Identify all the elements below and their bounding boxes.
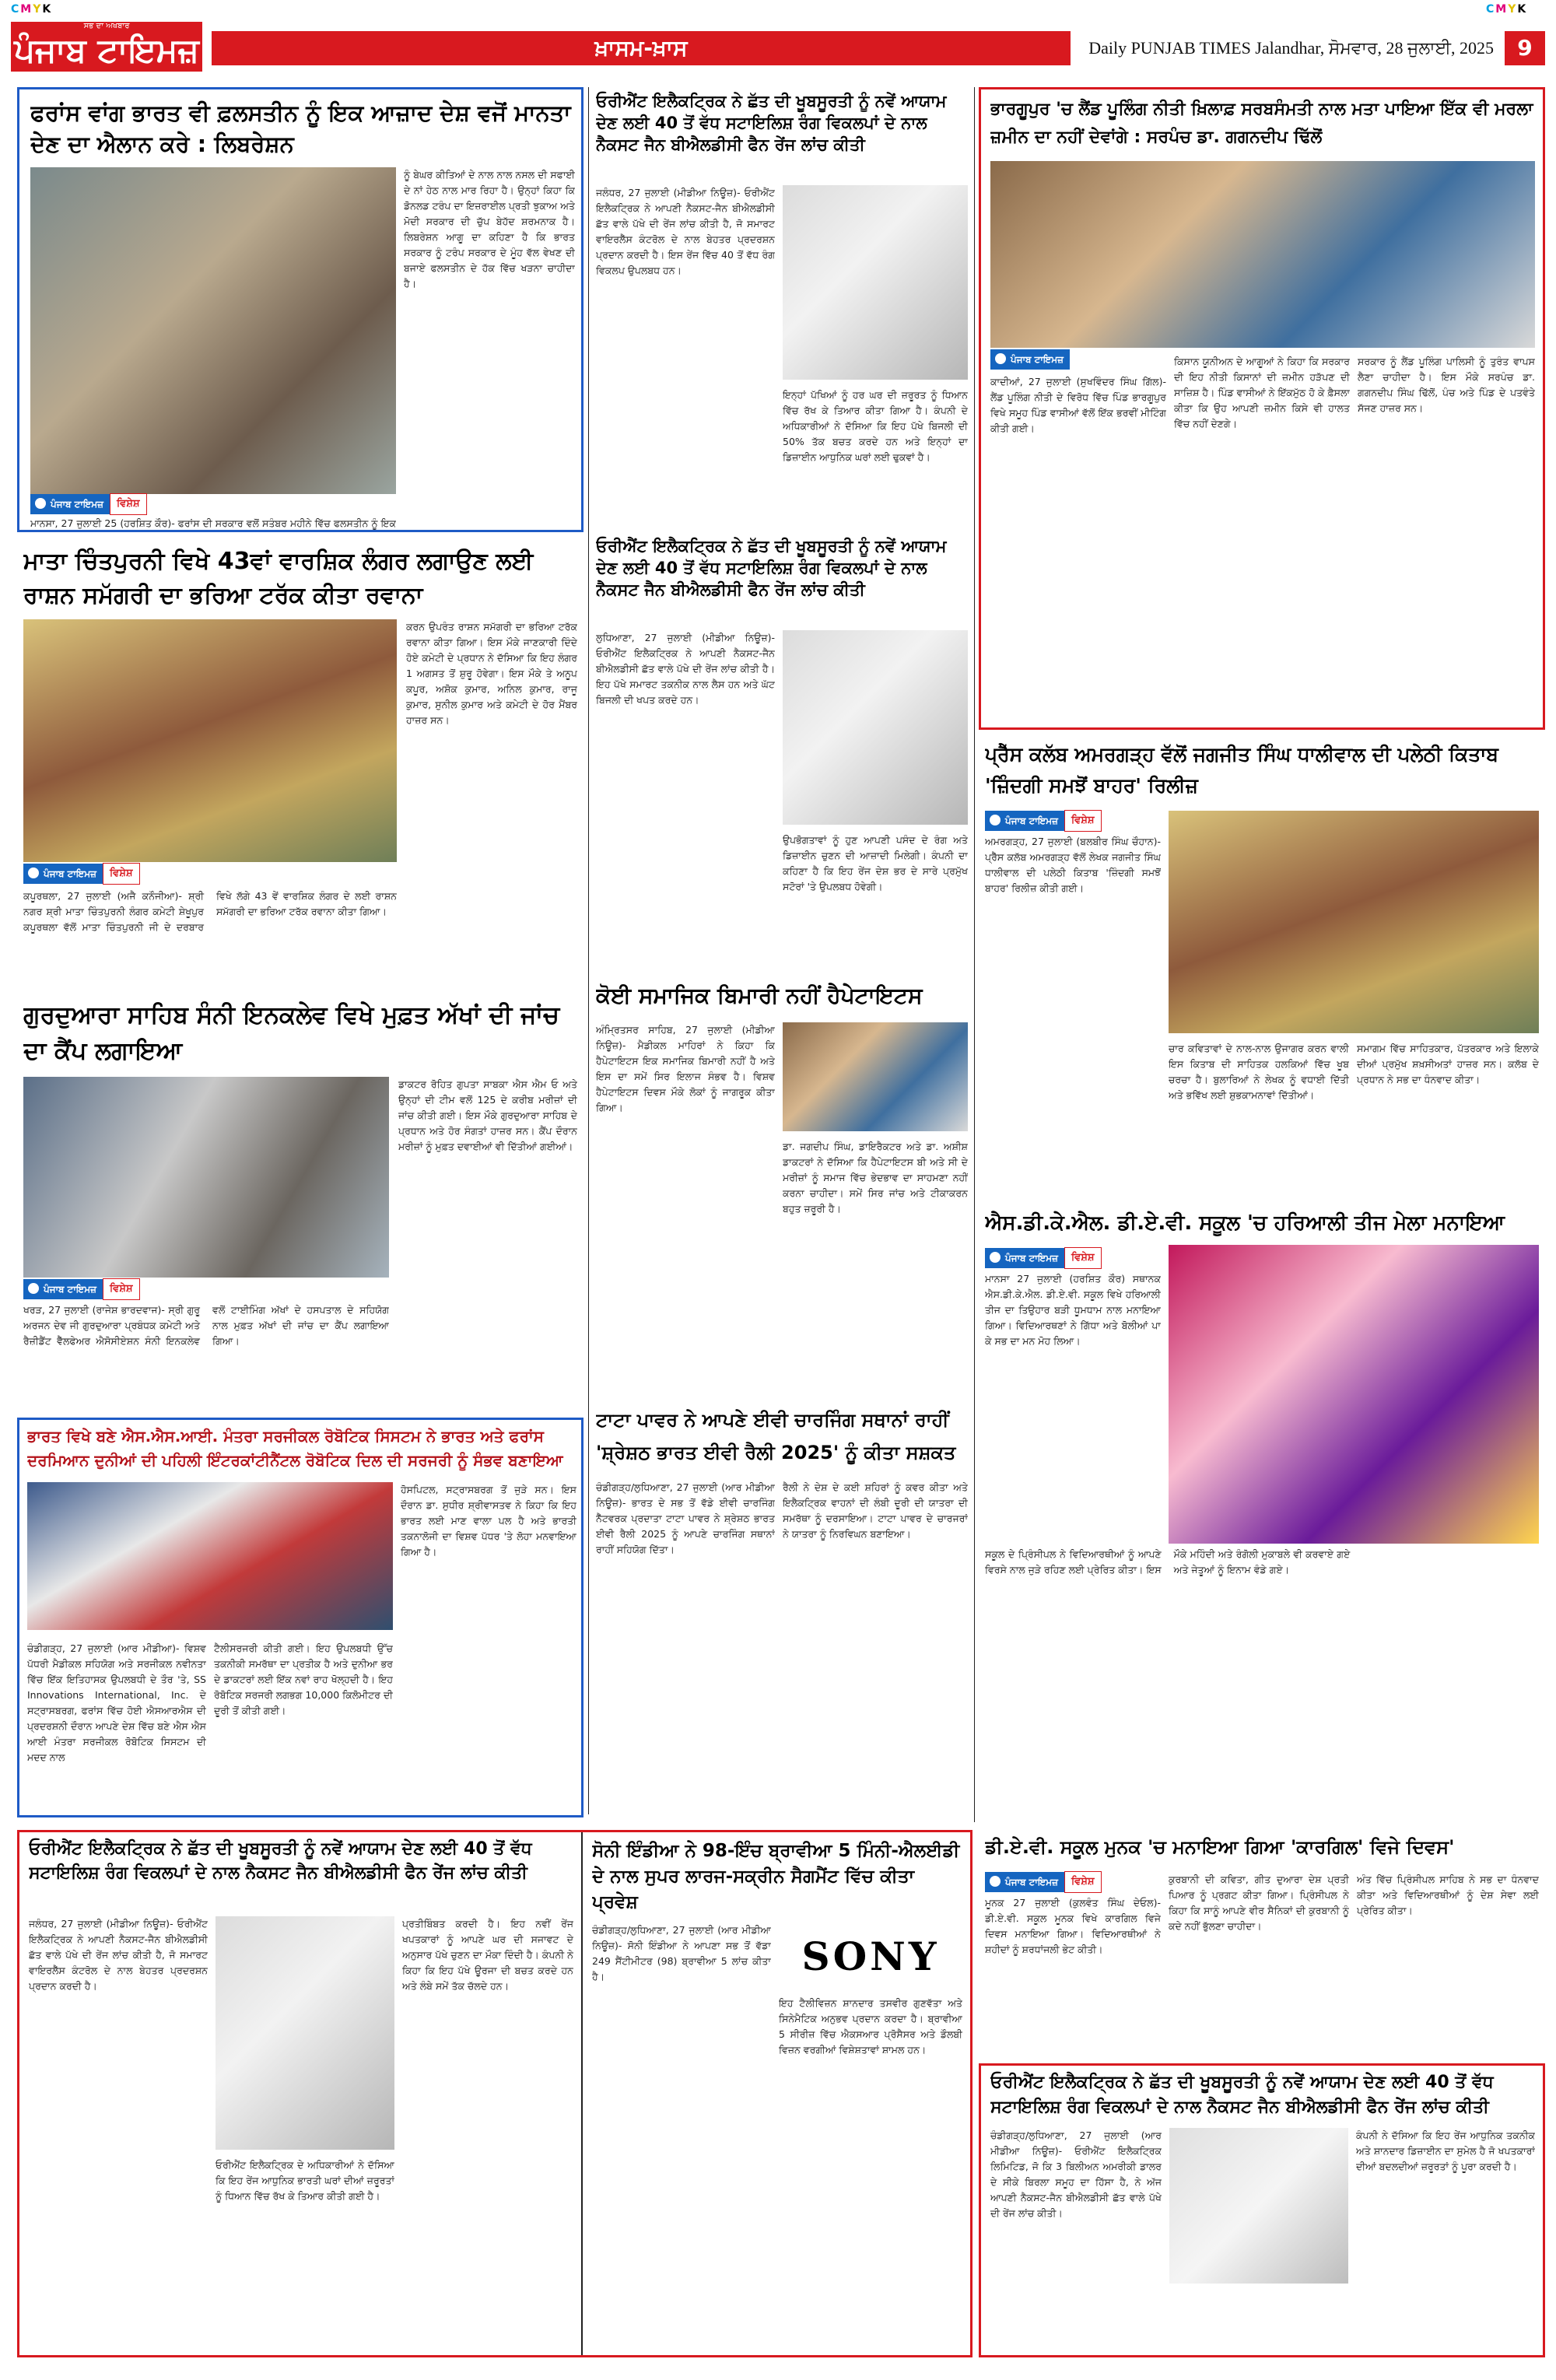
section-title: ਖ਼ਾਸਮ-ਖ਼ਾਸ [594, 35, 688, 61]
photo-fan-ad [783, 185, 968, 380]
column-text: ਨੂੰ ਬੇਘਰ ਕੀਤਿਆਂ ਦੇ ਨਾਲ ਨਾਲ ਨਸਲ ਦੀ ਸਫਾਈ ਦੇ ਨਾਂ ਹੇਠ ਨਾਲ ਮਾਰ ਰਿਹਾ ਹੈ। ਉਨ੍ਹਾਂ ਕਿਹਾ ਕਿ ਡੋਨਲਡ ਟਰੰਪ ਦਾ ਇਜ਼ਰਾਈਲ ਪ੍ਰਤੀ ਝੁਕਾਅ ਅਤੇ ਮੋਦੀ ਸਰਕਾਰ ਦੀ ਚੁੱਪ ਬੇਹੱਦ ਸ਼ਰਮਨਾਕ ਹੈ। ਲਿਬਰੇਸ਼ਨ ਆਗੂ ਦਾ ਕਹਿਣਾ ਹੈ ਕਿ ਭਾਰਤ ਸਰਕਾਰ ਨੂੰ ਟਰੰਪ ਸਰਕਾਰ ਦੇ ਮੂੰਹ ਵੱਲ ਵੇਖਣ ਦੀ ਬਜਾਏ ਫਲਸਤੀਨ ਦੇ ਹੱਕ ਵਿੱਚ ਖੜਨਾ ਚਾਹੀਦਾ ਹੈ। [404, 169, 575, 289]
paper-tag: ਪੰਜਾਬ ਟਾਇਮਜ਼ [985, 1248, 1064, 1268]
byline-tag [30, 494, 147, 514]
column-text: ਜਲੰਧਰ, 27 ਜੁਲਾਈ (ਮੀਡੀਆ ਨਿਊਜ਼)- ਓਰੀਐਂਟ ਇਲੈਕਟ੍ਰਿਕ ਨੇ ਆਪਣੀ ਨੈਕਸਟ-ਜੈਨ ਬੀਐਲਡੀਸੀ ਛੱਤ ਵਾਲੇ ਪੱਖੇ ਦੀ ਰੇਂਜ ਲਾਂਚ ਕੀਤੀ ਹੈ, ਜੋ ਸਮਾਰਟ ਵਾਇਰਲੈੱਸ ਕੰਟਰੋਲ ਦੇ ਨਾਲ ਬੇਹਤਰ ਪ੍ਰਦਰਸ਼ਨ ਪ੍ਰਦਾਨ ਕਰਦੀ ਹੈ। ਇਸ ਰੇਂਜ ਵਿੱਚ 40 ਤੋਂ ਵੱਧ ਰੰਗ ਵਿਕਲਪ ਉਪਲਬਧ ਹਨ। [596, 187, 775, 276]
paper-tag: ਪੰਜਾਬ ਟਾਇਮਜ਼ [30, 494, 110, 514]
column-text: ਮਾਨਸਾ 27 ਜੁਲਾਈ (ਹਰਸ਼ਿਤ ਕੌਰ) ਸਥਾਨਕ ਐਸ.ਡੀ.ਕੇ.ਐਲ. ਡੀ.ਏ.ਵੀ. ਸਕੂਲ ਵਿਖੇ ਹਰਿਆਲੀ ਤੀਜ ਦਾ ਤਿਉਹਾਰ ਬੜੀ ਧੂਮਧਾਮ ਨਾਲ ਮਨਾਇਆ ਗਿਆ। ਵਿਦਿਆਰਥਣਾਂ ਨੇ ਗਿੱਧਾ ਅਤੇ ਬੋਲੀਆਂ ਪਾ ਕੇ ਸਭ ਦਾ ਮਨ ਮੋਹ ਲਿਆ। [985, 1273, 1161, 1347]
article-teej [979, 1204, 1545, 1827]
masthead-logo [11, 22, 202, 72]
paper-tag: ਪੰਜਾਬ ਟਾਇਮਜ਼ [985, 811, 1064, 831]
article-kargil [979, 1828, 1545, 2062]
paper-tag: ਪੰਜਾਬ ਟਾਇਮਜ਼ [985, 1872, 1064, 1892]
column-text: ਇਨ੍ਹਾਂ ਪੱਖਿਆਂ ਨੂੰ ਹਰ ਘਰ ਦੀ ਜ਼ਰੂਰਤ ਨੂੰ ਧਿਆਨ ਵਿੱਚ ਰੱਖ ਕੇ ਤਿਆਰ ਕੀਤਾ ਗਿਆ ਹੈ। ਕੰਪਨੀ ਦੇ ਅਧਿਕਾਰੀਆਂ ਨੇ ਦੱਸਿਆ ਕਿ ਇਹ ਪੱਖੇ ਬਿਜਲੀ ਦੀ 50% ਤੱਕ ਬਚਤ ਕਰਦੇ ਹਨ ਅਤੇ ਇਨ੍ਹਾਂ ਦਾ ਡਿਜ਼ਾਈਨ ਆਧੁਨਿਕ ਘਰਾਂ ਲਈ ਢੁਕਵਾਂ ਹੈ। [783, 389, 968, 463]
column-text: ਜਲੰਧਰ, 27 ਜੁਲਾਈ (ਮੀਡੀਆ ਨਿਊਜ਼)- ਓਰੀਐਂਟ ਇਲੈਕਟ੍ਰਿਕ ਨੇ ਆਪਣੀ ਨੈਕਸਟ-ਜੈਨ ਬੀਐਲਡੀਸੀ ਛੱਤ ਵਾਲੇ ਪੱਖੇ ਦੀ ਰੇਂਜ ਲਾਂਚ ਕੀਤੀ ਹੈ, ਜੋ ਸਮਾਰਟ ਵਾਇਰਲੈੱਸ ਕੰਟਰੋਲ ਦੇ ਨਾਲ ਬੇਹਤਰ ਪ੍ਰਦਰਸ਼ਨ ਪ੍ਰਦਾਨ ਕਰਦੀ ਹੈ। [29, 1918, 208, 1992]
photo-doctors [783, 1022, 968, 1131]
article-orient-mid [593, 532, 971, 968]
photo-meeting [30, 167, 396, 494]
column-text: ਕਾਦੀਆਂ, 27 ਜੁਲਾਈ (ਸੁਖਵਿੰਦਰ ਸਿੰਘ ਗਿੱਲ)- ਲੈਂਡ ਪੂਲਿੰਗ ਨੀਤੀ ਦੇ ਵਿਰੋਧ ਵਿੱਚ ਪਿੰਡ ਭਾਰਗੂਪੁਰ ਵਿਖੇ ਸਮੂਹ ਪਿੰਡ ਵਾਸੀਆਂ ਵੱਲੋਂ ਇੱਕ ਭਰਵੀਂ ਮੀਟਿੰਗ ਕੀਤੀ ਗਈ। [990, 376, 1166, 434]
column-divider [974, 87, 975, 1822]
logo-tagline: ਸਭ ਦਾ ਅਖਬਾਰ [83, 22, 130, 30]
article-hepatitis [593, 976, 971, 1393]
column-text: ਉਪਭੋਗਤਾਵਾਂ ਨੂੰ ਹੁਣ ਆਪਣੀ ਪਸੰਦ ਦੇ ਰੰਗ ਅਤੇ ਡਿਜ਼ਾਈਨ ਚੁਣਨ ਦੀ ਆਜ਼ਾਦੀ ਮਿਲੇਗੀ। ਕੰਪਨੀ ਦਾ ਕਹਿਣਾ ਹੈ ਕਿ ਇਹ ਰੇਂਜ ਦੇਸ਼ ਭਰ ਦੇ ਸਾਰੇ ਪ੍ਰਮੁੱਖ ਸਟੋਰਾਂ 'ਤੇ ਉਪਲਬਧ ਹੋਵੇਗੀ। [783, 834, 968, 892]
photo-robotic [27, 1482, 393, 1630]
special-tag: ਵਿਸ਼ੇਸ਼ [1064, 1871, 1102, 1893]
column-text: ਸਮਾਗਮ ਵਿੱਚ ਸਾਹਿਤਕਾਰ, ਪੱਤਰਕਾਰ ਅਤੇ ਇਲਾਕੇ ਦੀਆਂ ਪ੍ਰਮੁੱਖ ਸ਼ਖ਼ਸੀਅਤਾਂ ਹਾਜ਼ਰ ਸਨ। ਕਲੱਬ ਦੇ ਪ੍ਰਧਾਨ ਨੇ ਸਭ ਦਾ ਧੰਨਵਾਦ ਕੀਤਾ। [1357, 1043, 1539, 1085]
column-text: ਚੰਡੀਗੜ੍ਹ, 27 ਜੁਲਾਈ (ਆਰ ਮੀਡੀਆ)- ਵਿਸ਼ਵ ਪੱਧਰੀ ਮੈਡੀਕਲ ਸਹਿਯੋਗ ਅਤੇ ਸਰਜੀਕਲ ਨਵੀਨਤਾ ਵਿੱਚ ਇੱਕ ਇਤਿਹਾਸਕ ਉਪਲਬਧੀ ਦੇ ਤੌਰ 'ਤੇ, SS Innovations International, Inc. ਦੇ ਸਟ੍ਰਾਸਬਰਗ, ਫਰਾਂਸ ਵਿੱਚ ਹੋਈ ਐਸਆਰਐਸ ਦੀ ਪ੍ਰਦਰਸ਼ਨੀ ਦੌਰਾਨ ਆਪਣੇ ਦੇਸ਼ ਵਿੱਚ ਬਣੇ ਐਸ ਐਸ ਆਈ ਮੰਤਰਾ ਸਰਜੀਕਲ ਰੋਬੋਟਿਕ ਸਿਸਟਮ ਦੀ ਮਦਦ ਨਾਲ [27, 1642, 206, 1763]
photo-book-release [1169, 811, 1539, 1033]
section-banner [212, 31, 1071, 65]
column-text: ਕਿਸਾਨ ਯੂਨੀਅਨ ਦੇ ਆਗੂਆਂ ਨੇ ਕਿਹਾ ਕਿ ਸਰਕਾਰ ਦੀ ਇਹ ਨੀਤੀ ਕਿਸਾਨਾਂ ਦੀ ਜ਼ਮੀਨ ਹੜੱਪਣ ਦੀ ਸਾਜ਼ਿਸ਼ ਹੈ। ਪਿੰਡ ਵਾਸੀਆਂ ਨੇ ਇੱਕਮੁੱਠ ਹੋ ਕੇ ਫ਼ੈਸਲਾ ਕੀਤਾ ਕਿ ਉਹ ਆਪਣੀ ਜ਼ਮੀਨ ਕਿਸੇ ਵੀ ਹਾਲਤ ਵਿੱਚ ਨਹੀਂ ਦੇਣਗੇ। [1174, 356, 1350, 429]
column-text: ਚੰਡੀਗੜ੍ਹ/ਲੁਧਿਆਣਾ, 27 ਜੁਲਾਈ (ਆਰ ਮੀਡੀਆ ਨਿਊਜ਼)- ਸੋਨੀ ਇੰਡੀਆ ਨੇ ਆਪਣਾ ਸਭ ਤੋਂ ਵੱਡਾ 249 ਸੈਂਟੀਮੀਟਰ (98) ਬ੍ਰਾਵੀਆ 5 ਲਾਂਚ ਕੀਤਾ ਹੈ। [592, 1924, 771, 1982]
page-number-box [1505, 31, 1545, 65]
article-orient-bottom [17, 1830, 972, 2357]
article-orient-right [979, 2063, 1545, 2357]
column-text: ਚੰਡੀਗੜ੍ਹ/ਲੁਧਿਆਣਾ, 27 ਜੁਲਾਈ (ਆਰ ਮੀਡੀਆ ਨਿਊਜ਼)- ਓਰੀਐਂਟ ਇਲੈਕਟ੍ਰਿਕ ਲਿਮਿਟਿਡ, ਜੋ ਕਿ 3 ਬਿਲੀਅਨ ਅਮਰੀਕੀ ਡਾਲਰ ਦੇ ਸੀਕੇ ਬਿਰਲਾ ਸਮੂਹ ਦਾ ਹਿੱਸਾ ਹੈ, ਨੇ ਅੱਜ ਆਪਣੀ ਨੈਕਸਟ-ਜੈਨ ਬੀਐਲਡੀਸੀ ਛੱਤ ਵਾਲੇ ਪੱਖੇ ਦੀ ਰੇਂਜ ਲਾਂਚ ਕੀਤੀ। [990, 2129, 1162, 2219]
column-text: ਖਰੜ, 27 ਜੁਲਾਈ (ਰਾਜੇਸ਼ ਭਾਰਦਵਾਜ)- ਸ੍ਰੀ ਗੁਰੂ ਅਰਜਨ ਦੇਵ ਜੀ ਗੁਰਦੁਆਰਾ ਪ੍ਰਬੰਧਕ ਕਮੇਟੀ ਅਤੇ ਰੈਜ਼ੀਡੈਂਟ ਵੈੱਲਫੇਅਰ ਐਸੋਸੀਏਸ਼ਨ ਸੰਨੀ ਇਨਕਲੇਵ ਵਲੋਂ ਟਾਈਮਿੰਗ ਅੱਖਾਂ ਦੇ ਹਸਪਤਾਲ ਦੇ ਸਹਿਯੋਗ ਨਾਲ ਮੁਫ਼ਤ ਅੱਖਾਂ ਦੀ ਜਾਂਚ ਦਾ ਕੈਂਪ ਲਗਾਇਆ ਗਿਆ। [23, 1304, 389, 1347]
article-orient-top [593, 87, 971, 523]
article-tata [593, 1400, 971, 1821]
column-text: ਡਾਕਟਰ ਰੋਹਿਤ ਗੁਪਤਾ ਸਾਬਕਾ ਐਸ ਐਮ ਓ ਅਤੇ ਉਨ੍ਹਾਂ ਦੀ ਟੀਮ ਵਲੋਂ 125 ਦੇ ਕਰੀਬ ਮਰੀਜ਼ਾਂ ਦੀ ਜਾਂਚ ਕੀਤੀ ਗਈ। ਇਸ ਮੌਕੇ ਗੁਰਦੁਆਰਾ ਸਾਹਿਬ ਦੇ ਪ੍ਰਧਾਨ ਅਤੇ ਹੋਰ ਸੰਗਤਾਂ ਹਾਜ਼ਰ ਸਨ। ਕੈਂਪ ਦੌਰਾਨ ਮਰੀਜ਼ਾਂ ਨੂੰ ਮੁਫ਼ਤ ਦਵਾਈਆਂ ਵੀ ਦਿੱਤੀਆਂ ਗਈਆਂ। [398, 1078, 577, 1152]
column-text: ਡਾ. ਜਗਦੀਪ ਸਿੰਘ, ਡਾਇਰੈਕਟਰ ਅਤੇ ਡਾ. ਅਸ਼ੀਸ਼ ਡਾਕਟਰਾਂ ਨੇ ਦੱਸਿਆ ਕਿ ਹੈਪੇਟਾਇਟਸ ਬੀ ਅਤੇ ਸੀ ਦੇ ਮਰੀਜ਼ਾਂ ਨੂੰ ਸਮਾਜ ਵਿੱਚ ਭੇਦਭਾਵ ਦਾ ਸਾਹਮਣਾ ਨਹੀਂ ਕਰਨਾ ਚਾਹੀਦਾ। ਸਮੇਂ ਸਿਰ ਜਾਂਚ ਅਤੇ ਟੀਕਾਕਰਨ ਬਹੁਤ ਜ਼ਰੂਰੀ ਹੈ। [783, 1141, 968, 1215]
photo-fan-ad [783, 630, 968, 825]
column-text: ਓਰੀਐਂਟ ਇਲੈਕਟ੍ਰਿਕ ਦੇ ਅਧਿਕਾਰੀਆਂ ਨੇ ਦੱਸਿਆ ਕਿ ਇਹ ਰੇਂਜ ਆਧੁਨਿਕ ਭਾਰਤੀ ਘਰਾਂ ਦੀਆਂ ਜ਼ਰੂਰਤਾਂ ਨੂੰ ਧਿਆਨ ਵਿੱਚ ਰੱਖ ਕੇ ਤਿਆਰ ਕੀਤੀ ਗਈ ਹੈ। [216, 2159, 394, 2202]
column-text: ਹੋਸਪਿਟਲ, ਸਟ੍ਰਾਸਬਰਗ ਤੋਂ ਜੁੜੇ ਸਨ। ਇਸ ਦੌਰਾਨ ਡਾ. ਸੁਧੀਰ ਸ਼੍ਰੀਵਾਸਤਵ ਨੇ ਕਿਹਾ ਕਿ ਇਹ ਭਾਰਤ ਲਈ ਮਾਣ ਵਾਲਾ ਪਲ ਹੈ ਅਤੇ ਭਾਰਤੀ ਤਕਨਾਲੋਜੀ ਦਾ ਵਿਸ਼ਵ ਪੱਧਰ 'ਤੇ ਲੋਹਾ ਮਨਵਾਇਆ ਗਿਆ ਹੈ। [401, 1484, 576, 1558]
byline-tag [23, 1279, 140, 1299]
column-text: ਸਕੂਲ ਦੇ ਪ੍ਰਿੰਸੀਪਲ ਨੇ ਵਿਦਿਆਰਥੀਆਂ ਨੂੰ ਆਪਣੇ ਵਿਰਸੇ ਨਾਲ ਜੁੜੇ ਰਹਿਣ ਲਈ ਪ੍ਰੇਰਿਤ ਕੀਤਾ। ਇਸ ਮੌਕੇ ਮਹਿੰਦੀ ਅਤੇ ਰੰਗੋਲੀ ਮੁਕਾਬਲੇ ਵੀ ਕਰਵਾਏ ਗਏ ਅਤੇ ਜੇਤੂਆਂ ਨੂੰ ਇਨਾਮ ਵੰਡੇ ਗਏ। [985, 1548, 1351, 1576]
byline-tag [985, 1872, 1102, 1892]
paper-tag: ਪੰਜਾਬ ਟਾਇਮਜ਼ [23, 1279, 103, 1299]
paper-tag: ਪੰਜਾਬ ਟਾਇਮਜ਼ [23, 864, 103, 884]
column-text: ਚੰਡੀਗੜ੍ਹ/ਲੁਧਿਆਣਾ, 27 ਜੁਲਾਈ (ਆਰ ਮੀਡੀਆ ਨਿਊਜ਼)- ਭਾਰਤ ਦੇ ਸਭ ਤੋਂ ਵੱਡੇ ਈਵੀ ਚਾਰਜਿੰਗ ਨੈੱਟਵਰਕ ਪ੍ਰਦਾਤਾ ਟਾਟਾ ਪਾਵਰ ਨੇ ਸ਼੍ਰੇਸ਼ਠ ਭਾਰਤ ਈਵੀ ਰੈਲੀ 2025 ਨੂੰ ਆਪਣੇ ਚਾਰਜਿੰਗ ਸਥਾਨਾਂ ਰਾਹੀਂ ਸਹਿਯੋਗ ਦਿੱਤਾ। [596, 1481, 775, 1555]
column-text: ਚਾਰ ਕਵਿਤਾਵਾਂ ਦੇ ਨਾਲ-ਨਾਲ ਉਜਾਗਰ ਕਰਨ ਵਾਲੀ ਇਸ ਕਿਤਾਬ ਦੀ ਸਾਹਿਤਕ ਹਲਕਿਆਂ ਵਿੱਚ ਖੂਬ ਚਰਚਾ ਹੈ। ਬੁਲਾਰਿਆਂ ਨੇ ਲੇਖਕ ਨੂੰ ਵਧਾਈ ਦਿੱਤੀ ਅਤੇ ਭਵਿੱਖ ਲਈ ਸ਼ੁਭਕਾਮਨਾਵਾਂ ਦਿੱਤੀਆਂ। [1169, 1043, 1349, 1101]
logo-text: ਪੰਜਾਬ ਟਾਇਮਜ਼ [14, 31, 199, 69]
special-tag: ਵਿਸ਼ੇਸ਼ [103, 863, 140, 885]
headline: ਟਾਟਾ ਪਾਵਰ ਨੇ ਆਪਣੇ ਈਵੀ ਚਾਰਜਿੰਗ ਸਥਾਨਾਂ ਰਾਹੀਂ 'ਸ਼੍ਰੇਸ਼ਠ ਭਾਰਤ ਈਵੀ ਰੈਲੀ 2025' ਨੂੰ ਕੀਤਾ ਸਸ਼ਕਤ [596, 1409, 956, 1463]
column-text: ਅੰਮ੍ਰਿਤਸਰ ਸਾਹਿਬ, 27 ਜੁਲਾਈ (ਮੀਡੀਆ ਨਿਊਜ਼)- ਮੈਡੀਕਲ ਮਾਹਿਰਾਂ ਨੇ ਕਿਹਾ ਕਿ ਹੈਪੇਟਾਇਟਸ ਇਕ ਸਮਾਜਿਕ ਬਿਮਾਰੀ ਨਹੀਂ ਹੈ ਅਤੇ ਇਸ ਦਾ ਸਮੇਂ ਸਿਰ ਇਲਾਜ ਸੰਭਵ ਹੈ। ਵਿਸ਼ਵ ਹੈਪੇਟਾਇਟਸ ਦਿਵਸ ਮੌਕੇ ਲੋਕਾਂ ਨੂੰ ਜਾਗਰੂਕ ਕੀਤਾ ਗਿਆ। [596, 1024, 775, 1113]
headline: ਸੋਨੀ ਇੰਡੀਆ ਨੇ 98-ਇੰਚ ਬ੍ਰਾਵੀਆ 5 ਮਿੰਨੀ-ਐਲਈਡੀ ਦੇ ਨਾਲ ਸੁਪਰ ਲਾਰਜ-ਸਕ੍ਰੀਨ ਸੈਗਮੈਂਟ ਵਿੱਚ ਕੀਤਾ ਪ੍ਰਵੇਸ਼ [592, 1841, 960, 1912]
byline-tag [985, 811, 1102, 831]
column-text: ਇਹ ਟੈਲੀਵਿਜ਼ਨ ਸ਼ਾਨਦਾਰ ਤਸਵੀਰ ਗੁਣਵੱਤਾ ਅਤੇ ਸਿਨੇਮੈਟਿਕ ਅਨੁਭਵ ਪ੍ਰਦਾਨ ਕਰਦਾ ਹੈ। ਬ੍ਰਾਵੀਆ 5 ਸੀਰੀਜ਼ ਵਿੱਚ ਐਕਸਆਰ ਪ੍ਰੋਸੈਸਰ ਅਤੇ ਡੌਲਬੀ ਵਿਜ਼ਨ ਵਰਗੀਆਂ ਵਿਸ਼ੇਸ਼ਤਾਵਾਂ ਸ਼ਾਮਲ ਹਨ। [779, 1997, 962, 2056]
photo-teej [1169, 1245, 1539, 1544]
headline: ਡੀ.ਏ.ਵੀ. ਸਕੂਲ ਮੁਨਕ 'ਚ ਮਨਾਇਆ ਗਿਆ 'ਕਾਰਗਿਲ' ਵਿਜੇ ਦਿਵਸ' [985, 1836, 1455, 1858]
headline: ਐਸ.ਡੀ.ਕੇ.ਐਲ. ਡੀ.ਏ.ਵੀ. ਸਕੂਲ 'ਚ ਹਰਿਆਲੀ ਤੀਜ ਮੇਲਾ ਮਨਾਇਆ [985, 1211, 1505, 1235]
headline: ਗੁਰਦੁਆਰਾ ਸਾਹਿਬ ਸੰਨੀ ਇਨਕਲੇਵ ਵਿਖੇ ਮੁਫ਼ਤ ਅੱਖਾਂ ਦੀ ਜਾਂਚ ਦਾ ਕੈਂਪ ਲਗਾਇਆ [23, 1001, 559, 1065]
column-text: ਅੰਤ ਵਿੱਚ ਪ੍ਰਿੰਸੀਪਲ ਸਾਹਿਬ ਨੇ ਸਭ ਦਾ ਧੰਨਵਾਦ ਕੀਤਾ ਅਤੇ ਵਿਦਿਆਰਥੀਆਂ ਨੂੰ ਦੇਸ਼ ਸੇਵਾ ਲਈ ਪ੍ਰੇਰਿਤ ਕੀਤਾ। [1357, 1874, 1539, 1916]
photo-fan-ad [216, 1916, 394, 2150]
byline-tag [990, 349, 1070, 370]
byline-tag [23, 864, 140, 884]
column-text: ਟੈਲੀਸਰਜਰੀ ਕੀਤੀ ਗਈ। ਇਹ ਉਪਲਬਧੀ ਉੱਚ ਤਕਨੀਕੀ ਸਮਰੱਥਾ ਦਾ ਪ੍ਰਤੀਕ ਹੈ ਅਤੇ ਦੁਨੀਆ ਭਰ ਦੇ ਡਾਕਟਰਾਂ ਲਈ ਇੱਕ ਨਵਾਂ ਰਾਹ ਖੋਲ੍ਹਦੀ ਹੈ। ਇਹ ਰੋਬੋਟਿਕ ਸਰਜਰੀ ਲਗਭਗ 10,000 ਕਿਲੋਮੀਟਰ ਦੀ ਦੂਰੀ ਤੋਂ ਕੀਤੀ ਗਈ। [214, 1642, 393, 1716]
column-text: ਅਮਰਗੜ੍ਹ, 27 ਜੁਲਾਈ (ਬਲਬੀਰ ਸਿੰਘ ਚੌਹਾਨ)- ਪ੍ਰੈੱਸ ਕਲੱਬ ਅਮਰਗੜ੍ਹ ਵੱਲੋਂ ਲੇਖਕ ਜਗਜੀਤ ਸਿੰਘ ਧਾਲੀਵਾਲ ਦੀ ਪਲੇਠੀ ਕਿਤਾਬ 'ਜ਼ਿੰਦਗੀ ਸਮਝੋਂ ਬਾਹਰ' ਰਿਲੀਜ਼ ਕੀਤੀ ਗਈ। [985, 836, 1161, 894]
column-text: ਪ੍ਰਤੀਬਿੰਬਤ ਕਰਦੀ ਹੈ। ਇਹ ਨਵੀਂ ਰੇਂਜ ਖਪਤਕਾਰਾਂ ਨੂੰ ਆਪਣੇ ਘਰ ਦੀ ਸਜਾਵਟ ਦੇ ਅਨੁਸਾਰ ਪੱਖੇ ਚੁਣਨ ਦਾ ਮੌਕਾ ਦਿੰਦੀ ਹੈ। ਕੰਪਨੀ ਨੇ ਕਿਹਾ ਕਿ ਇਹ ਪੱਖੇ ਊਰਜਾ ਦੀ ਬਚਤ ਕਰਦੇ ਹਨ ਅਤੇ ਲੰਬੇ ਸਮੇਂ ਤੱਕ ਚੱਲਦੇ ਹਨ। [402, 1918, 573, 1992]
column-text: ਸਰਕਾਰ ਨੂੰ ਲੈਂਡ ਪੂਲਿੰਗ ਪਾਲਿਸੀ ਨੂੰ ਤੁਰੰਤ ਵਾਪਸ ਲੈਣਾ ਚਾਹੀਦਾ ਹੈ। ਇਸ ਮੌਕੇ ਸਰਪੰਚ ਡਾ. ਗਗਨਦੀਪ ਸਿੰਘ ਢਿੱਲੋਂ, ਪੰਚ ਅਤੇ ਪਿੰਡ ਦੇ ਪਤਵੰਤੇ ਸੱਜਣ ਹਾਜ਼ਰ ਸਨ। [1358, 356, 1535, 414]
byline-tag [985, 1248, 1102, 1268]
headline: ਓਰੀਐਂਟ ਇਲੈਕਟ੍ਰਿਕ ਨੇ ਛੱਤ ਦੀ ਖੂਬਸੂਰਤੀ ਨੂੰ ਨਵੇਂ ਆਯਾਮ ਦੇਣ ਲਈ 40 ਤੋਂ ਵੱਧ ਸਟਾਇਲਿਸ਼ ਰੰਗ ਵਿਕਲਪਾਂ ਦੇ ਨਾਲ ਨੈਕਸਟ ਜੈਨ ਬੀਐਲਡੀਸੀ ਫੈਨ ਰੇਂਜ ਲਾਂਚ ਕੀਤੀ [29, 1839, 532, 1883]
headline: ਭਾਰਗੂਪੁਰ 'ਚ ਲੈਂਡ ਪੂਲਿੰਗ ਨੀਤੀ ਖ਼ਿਲਾਫ਼ ਸਰਬਸੰਮਤੀ ਨਾਲ ਮਤਾ ਪਾਇਆ ਇੱਕ ਵੀ ਮਰਲਾ ਜ਼ਮੀਨ ਦਾ ਨਹੀਂ ਦੇਵਾਂਗੇ : ਸਰਪੰਚ ਡਾ. ਗਗਨਦੀਪ ਢਿੱਲੋਂ [990, 100, 1533, 147]
headline: ਪ੍ਰੈੱਸ ਕਲੱਬ ਅਮਰਗੜ੍ਹ ਵੱਲੋਂ ਜਗਜੀਤ ਸਿੰਘ ਧਾਲੀਵਾਲ ਦੀ ਪਲੇਠੀ ਕਿਤਾਬ 'ਜ਼ਿੰਦਗੀ ਸਮਝੋਂ ਬਾਹਰ' ਰਿਲੀਜ਼ [985, 743, 1499, 797]
article-eye-camp [17, 994, 584, 1399]
column-text-lead: ਮਾਨਸਾ, 27 ਜੁਲਾਈ 25 (ਹਰਸ਼ਿਤ ਕੌਰ)- ਫਰਾਂਸ ਦੀ ਸਰਕਾਰ ਵਲੋਂ ਸਤੰਬਰ ਮਹੀਨੇ ਵਿੱਚ ਫਲਸਤੀਨ ਨੂੰ ਇਕ [30, 517, 396, 529]
headline: ਓਰੀਐਂਟ ਇਲੈਕਟ੍ਰਿਕ ਨੇ ਛੱਤ ਦੀ ਖੂਬਸੂਰਤੀ ਨੂੰ ਨਵੇਂ ਆਯਾਮ ਦੇਣ ਲਈ 40 ਤੋਂ ਵੱਧ ਸਟਾਇਲਿਸ਼ ਰੰਗ ਵਿਕਲਪਾਂ ਦੇ ਨਾਲ ਨੈਕਸਟ ਜੈਨ ਬੀਐਲਡੀਸੀ ਫੈਨ ਰੇਂਜ ਲਾਂਚ ਕੀਤੀ [990, 2073, 1494, 2117]
column-text: ਮੂਨਕ 27 ਜੁਲਾਈ (ਕੁਲਵੰਤ ਸਿੰਘ ਦੇਓਲ)- ਡੀ.ਏ.ਵੀ. ਸਕੂਲ ਮੂਨਕ ਵਿਖੇ ਕਾਰਗਿਲ ਵਿਜੇ ਦਿਵਸ ਮਨਾਇਆ ਗਿਆ। ਵਿਦਿਆਰਥੀਆਂ ਨੇ ਸ਼ਹੀਦਾਂ ਨੂੰ ਸ਼ਰਧਾਂਜਲੀ ਭੇਟ ਕੀਤੀ। [985, 1897, 1161, 1955]
column-divider [588, 87, 589, 1814]
article-land-pooling [979, 87, 1545, 730]
column-text: ਕੰਪਨੀ ਨੇ ਦੱਸਿਆ ਕਿ ਇਹ ਰੇਂਜ ਆਧੁਨਿਕ ਤਕਨੀਕ ਅਤੇ ਸ਼ਾਨਦਾਰ ਡਿਜ਼ਾਈਨ ਦਾ ਸੁਮੇਲ ਹੈ ਜੋ ਖਪਤਕਾਰਾਂ ਦੀਆਂ ਬਦਲਦੀਆਂ ਜ਼ਰੂਰਤਾਂ ਨੂੰ ਪੂਰਾ ਕਰਦੀ ਹੈ। [1356, 2129, 1535, 2172]
photo-truck [23, 619, 397, 862]
headline: ਫਰਾਂਸ ਵਾਂਗ ਭਾਰਤ ਵੀ ਫ਼ਲਸਤੀਨ ਨੂੰ ਇਕ ਆਜ਼ਾਦ ਦੇਸ਼ ਵਜੋਂ ਮਾਨਤਾ ਦੇਣ ਦਾ ਐਲਾਨ ਕਰੇ : ਲਿਬਰੇਸ਼ਨ [30, 100, 571, 157]
column-text: ਕਰਨ ਉਪਰੰਤ ਰਾਸ਼ਨ ਸਮੱਗਰੀ ਦਾ ਭਰਿਆ ਟਰੱਕ ਰਵਾਨਾ ਕੀਤਾ ਗਿਆ। ਇਸ ਮੌਕੇ ਜਾਣਕਾਰੀ ਦਿੰਦੇ ਹੋਏ ਕਮੇਟੀ ਦੇ ਪ੍ਰਧਾਨ ਨੇ ਦੱਸਿਆ ਕਿ ਇਹ ਲੰਗਰ 1 ਅਗਸਤ ਤੋਂ ਸ਼ੁਰੂ ਹੋਵੇਗਾ। ਇਸ ਮੌਕੇ ਤੇ ਅਨੂਪ ਕਪੂਰ, ਅਸ਼ੋਕ ਕੁਮਾਰ, ਅਨਿਲ ਕੁਮਾਰ, ਰਾਜੂ ਕੁਮਾਰ, ਸੁਨੀਲ ਕੁਮਾਰ ਅਤੇ ਕਮੇਟੀ ਦੇ ਹੋਰ ਮੈਂਬਰ ਹਾਜ਼ਰ ਸਨ। [406, 621, 577, 726]
column-text: ਕੁਰਬਾਨੀ ਦੀ ਕਵਿਤਾ, ਗੀਤ ਦੁਆਰਾ ਦੇਸ਼ ਪ੍ਰਤੀ ਪਿਆਰ ਨੂੰ ਪ੍ਰਗਟ ਕੀਤਾ ਗਿਆ। ਪ੍ਰਿੰਸੀਪਲ ਨੇ ਕਿਹਾ ਕਿ ਸਾਨੂੰ ਆਪਣੇ ਵੀਰ ਸੈਨਿਕਾਂ ਦੀ ਕੁਰਬਾਨੀ ਨੂੰ ਕਦੇ ਨਹੀਂ ਭੁੱਲਣਾ ਚਾਹੀਦਾ। [1169, 1874, 1349, 1932]
article-sony [581, 1832, 970, 2355]
cmyk-marks-right: CMYK [1486, 3, 1528, 16]
special-tag: ਵਿਸ਼ੇਸ਼ [110, 493, 147, 515]
headline: ਓਰੀਐਂਟ ਇਲੈਕਟ੍ਰਿਕ ਨੇ ਛੱਤ ਦੀ ਖੂਬਸੂਰਤੀ ਨੂੰ ਨਵੇਂ ਆਯਾਮ ਦੇਣ ਲਈ 40 ਤੋਂ ਵੱਧ ਸਟਾਇਲਿਸ਼ ਰੰਗ ਵਿਕਲਪਾਂ ਦੇ ਨਾਲ ਨੈਕਸਟ ਜੈਨ ਬੀਐਲਡੀਸੀ ਫੈਨ ਰੇਂਜ ਲਾਂਚ ਕੀਤੀ [596, 92, 947, 154]
issue-date: Daily PUNJAB TIMES Jalandhar, ਸੋਮਵਾਰ, 28 ਜੁਲਾਈ, 2025 [1088, 38, 1494, 58]
article-palestine [17, 87, 584, 532]
column-text: ਲੁਧਿਆਣਾ, 27 ਜੁਲਾਈ (ਮੀਡੀਆ ਨਿਊਜ਼)- ਓਰੀਐਂਟ ਇਲੈਕਟ੍ਰਿਕ ਨੇ ਆਪਣੀ ਨੈਕਸਟ-ਜੈਨ ਬੀਐਲਡੀਸੀ ਛੱਤ ਵਾਲੇ ਪੱਖੇ ਦੀ ਰੇਂਜ ਲਾਂਚ ਕੀਤੀ ਹੈ। ਇਹ ਪੱਖੇ ਸਮਾਰਟ ਤਕਨੀਕ ਨਾਲ ਲੈਸ ਹਨ ਅਤੇ ਘੱਟ ਬਿਜਲੀ ਦੀ ਖਪਤ ਕਰਦੇ ਹਨ। [596, 632, 775, 706]
sony-logo: SONY [801, 1933, 940, 1979]
photo-eye-camp [23, 1077, 389, 1278]
headline: ਭਾਰਤ ਵਿਖੇ ਬਣੇ ਐਸ.ਐਸ.ਆਈ. ਮੰਤਰਾ ਸਰਜੀਕਲ ਰੋਬੋਟਿਕ ਸਿਸਟਮ ਨੇ ਭਾਰਤ ਅਤੇ ਫਰਾਂਸ ਦਰਮਿਆਨ ਦੁਨੀਆਂ ਦੀ ਪਹਿਲੀ ਇੰਟਰਕਾਂਟੀਨੈਂਟਲ ਰੋਬੋਟਿਕ ਦਿਲ ਦੀ ਸਰਜਰੀ ਨੂੰ ਸੰਭਵ ਬਣਾਇਆ [27, 1427, 563, 1470]
headline: ਕੋਈ ਸਮਾਜਿਕ ਬਿਮਾਰੀ ਨਹੀਂ ਹੈਪੇਟਾਇਟਸ [596, 983, 923, 1008]
article-robotic [17, 1418, 584, 1817]
paper-tag: ਪੰਜਾਬ ਟਾਇਮਜ਼ [990, 349, 1070, 370]
photo-fan-ad [1169, 2128, 1348, 2284]
column-text: ਕਪੂਰਥਲਾ, 27 ਜੁਲਾਈ (ਅਜੈ ਕਨੌਜੀਆ)- ਸ਼੍ਰੀ ਨਗਰ ਸ਼੍ਰੀ ਮਾਤਾ ਚਿੰਤਪੁਰਨੀ ਲੰਗਰ ਕਮੇਟੀ ਸ਼ੇਖੂਪੁਰ ਕਪੂਰਥਲਾ ਵੱਲੋਂ ਮਾਤਾ ਚਿੰਤਪੁਰਨੀ ਜੀ ਦੇ ਦਰਬਾਰ ਵਿਖੇ ਲੱਗੇ 43 ਵੇਂ ਵਾਰਸ਼ਿਕ ਲੰਗਰ ਦੇ ਲਈ ਰਾਸ਼ਨ ਸਮੱਗਰੀ ਦਾ ਭਰਿਆ ਟਰੱਕ ਰਵਾਨਾ ਕੀਤਾ ਗਿਆ। [23, 890, 397, 933]
cmyk-marks-left: CMYK [11, 3, 53, 16]
special-tag: ਵਿਸ਼ੇਸ਼ [1064, 1247, 1102, 1269]
column-text: ਰੈਲੀ ਨੇ ਦੇਸ਼ ਦੇ ਕਈ ਸ਼ਹਿਰਾਂ ਨੂੰ ਕਵਰ ਕੀਤਾ ਅਤੇ ਇਲੈਕਟ੍ਰਿਕ ਵਾਹਨਾਂ ਦੀ ਲੰਬੀ ਦੂਰੀ ਦੀ ਯਾਤਰਾ ਦੀ ਸਮਰੱਥਾ ਨੂੰ ਦਰਸਾਇਆ। ਟਾਟਾ ਪਾਵਰ ਦੇ ਚਾਰਜਰਾਂ ਨੇ ਯਾਤਰਾ ਨੂੰ ਨਿਰਵਿਘਨ ਬਣਾਇਆ। [783, 1481, 968, 1540]
page-number: 9 [1517, 35, 1533, 61]
photo-village-meeting [990, 161, 1535, 348]
article-chintpurni [17, 538, 584, 993]
issue-info [1074, 31, 1502, 65]
article-press-club [979, 736, 1545, 1198]
headline: ਮਾਤਾ ਚਿੰਤਪੁਰਨੀ ਵਿਖੇ 43ਵਾਂ ਵਾਰਸ਼ਿਕ ਲੰਗਰ ਲਗਾਉਣ ਲਈ ਰਾਸ਼ਨ ਸਮੱਗਰੀ ਦਾ ਭਰਿਆ ਟਰੱਕ ਕੀਤਾ ਰਵਾਨਾ [23, 548, 534, 609]
special-tag: ਵਿਸ਼ੇਸ਼ [1064, 810, 1102, 832]
headline: ਓਰੀਐਂਟ ਇਲੈਕਟ੍ਰਿਕ ਨੇ ਛੱਤ ਦੀ ਖੂਬਸੂਰਤੀ ਨੂੰ ਨਵੇਂ ਆਯਾਮ ਦੇਣ ਲਈ 40 ਤੋਂ ਵੱਧ ਸਟਾਇਲਿਸ਼ ਰੰਗ ਵਿਕਲਪਾਂ ਦੇ ਨਾਲ ਨੈਕਸਟ ਜੈਨ ਬੀਐਲਡੀਸੀ ਫੈਨ ਰੇਂਜ ਲਾਂਚ ਕੀਤੀ [596, 537, 947, 599]
special-tag: ਵਿਸ਼ੇਸ਼ [103, 1278, 140, 1300]
